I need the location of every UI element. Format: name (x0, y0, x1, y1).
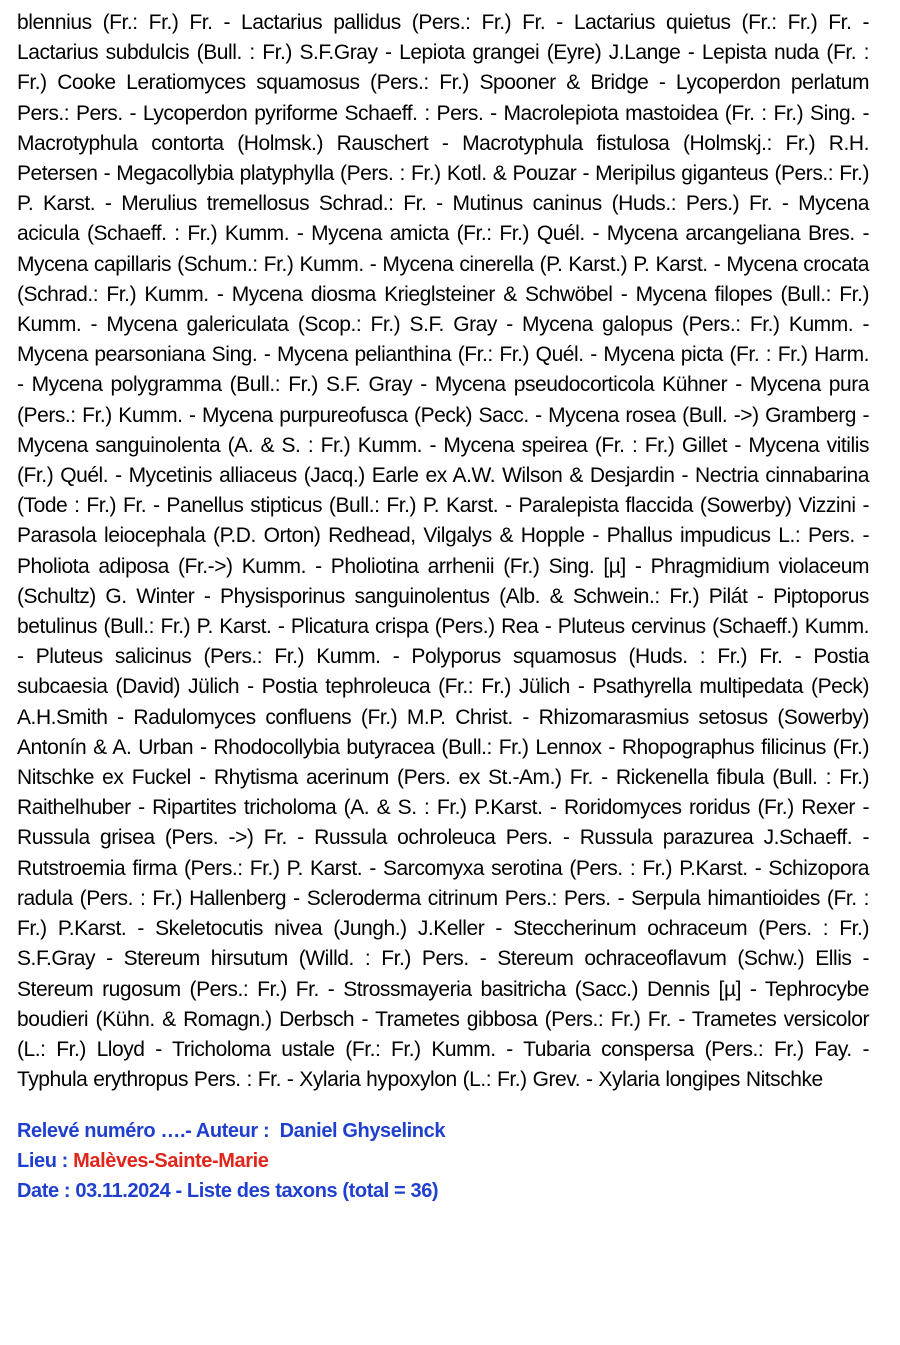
date-value: 03.11.2024 (75, 1180, 171, 1203)
lieu-label: Lieu : (17, 1150, 68, 1173)
species-list-paragraph: blennius (Fr.: Fr.) Fr. - Lactarius pallidus (Pers.: Fr.) Fr. - Lactarius quietus (Fr.: Fr.) Fr. - Lactarius subdulcis (Bull. : Fr.) S.F.Gray - Lepiota grangei (Eyre) J.Lange - Lepista nuda (Fr. : Fr.) Cooke Leratiomyces squamosus (Pers.: Fr.) Spooner & Bridge - Lycoperdon perlatum Pers.: Pers. - Lycoperdon pyriforme Schaeff. : Pers. - Macrolepiota mastoidea (Fr. : Fr.) Sing. - Macrotyphula contorta (Holmsk.) Rauschert - Macrotyphula fistulosa (Holmskj.: Fr.) R.H. Petersen - Megacollybia platyphylla (Pers. : Fr.) Kotl. & Pouzar - Meripilus giganteus (Pers.: Fr.) P. Karst. - Merulius tremellosus Schrad.: Fr. - Mutinus caninus (Huds.: Pers.) Fr. - Mycena acicula (Schaeff. : Fr.) Kumm. - Mycena amicta (Fr.: Fr.) Quél. - Mycena arcangeliana Bres. - Mycena capillaris (Schum.: Fr.) Kumm. - Mycena cinerella (P. Karst.) P. Karst. - Mycena crocata (Schrad.: Fr.) Kumm. - Mycena diosma Krieglsteiner & Schwöbel - Mycena filopes (Bull.: Fr.) Kumm. - Mycena galericulata (Scop.: Fr.) S.F. Gray - Mycena galopus (Pers.: Fr.) Kumm. - Mycena pearsoniana Sing. - Mycena pelianthina (Fr.: Fr.) Quél. - Mycena picta (Fr. : Fr.) Harm. - Mycena polygramma (Bull.: Fr.) S.F. Gray - Mycena pseudocorticola Kühner - Mycena pura (Pers.: Fr.) Kumm. - Mycena purpureofusca (Peck) Sacc. - Mycena rosea (Bull. ->) Gramberg - Mycena sanguinolenta (A. & S. : Fr.) Kumm. - Mycena speirea (Fr. : Fr.) Gillet - Mycena vitilis (Fr.) Quél. - Mycetinis alliaceus (Jacq.) Earle ex A.W. Wilson & Desjardin - Nectria cinnabarina (Tode : Fr.) Fr. - Panellus stipticus (Bull.: Fr.) P. Karst. - Paralepista flaccida (Sowerby) Vizzini - Parasola leiocephala (P.D. Orton) Redhead, Vilgalys & Hopple - Phallus impudicus L.: Pers. - Pholiota adiposa (Fr.->) Kumm. - Pholiotina arrhenii (Fr.) Sing. [µ] - Phragmidium violaceum (Schultz) G. Winter - Physisporinus sanguinolentus (Alb. & Schwein.: Fr.) Pilát - Piptoporus betulinus (Bull.: Fr.) P. Karst. - Plicatura crispa (Pers.) Rea - Pluteus cervinus (Schaeff.) Kumm. - Pluteus salicinus (Pers.: Fr.) Kumm. - Polyporus squamosus (Huds. : Fr.) Fr. - Postia subcaesia (David) Jülich - Postia tephroleuca (Fr.: Fr.) Jülich - Psathyrella multipedata (Peck) A.H.Smith - Radulomyces confluens (Fr.) M.P. Christ. - Rhizomarasmius setosus (Sowerby) Antonín & A. Urban - Rhodocollybia butyracea (Bull.: Fr.) Lennox - Rhopographus filicinus (Fr.) Nitschke ex Fuckel - Rhytisma acerinum (Pers. ex St.-Am.) Fr. - Rickenella fibula (Bull. : Fr.) Raithelhuber - Ripartites tricholoma (A. & S. : Fr.) P.Karst. - Roridomyces roridus (Fr.) Rexer - Russula grisea (Pers. ->) Fr. - Russula ochroleuca Pers. - Russula parazurea J.Schaeff. - Rutstroemia firma (Pers.: Fr.) P. Karst. - Sarcomyxa serotina (Pers. : Fr.) P.Karst. - Schizopora radula (Pers. : Fr.) Hallenberg - Scleroderma citrinum Pers.: Pers. - Serpula himantioides (Fr. : Fr.) P.Karst. - Skeletocutis nivea (Jungh.) J.Keller - Steccherinum ochraceum (Pers. : Fr.) S.F.Gray - Stereum hirsutum (Willd. : Fr.) Pers. - Stereum ochraceoflavum (Schw.) Ellis - Stereum rugosum (Pers.: Fr.) Fr. - Strossmayeria basitricha (Sacc.) Dennis [µ] - Tephrocybe boudieri (Kühn. & Romagn.) Derbsch - Trametes gibbosa (Pers.: Fr.) Fr. - Trametes versicolor (L.: Fr.) Lloyd - Tricholoma ustale (Fr.: Fr.) Kumm. - Tubaria conspersa (Pers.: Fr.) Fay. - Typhula erythropus Pers. : Fr. - Xylaria hypoxylon (L.: Fr.) Grev. - Xylaria longipes Nitschke (17, 11, 869, 1092)
date-label: Date : (17, 1180, 71, 1203)
releve-label: Relevé numéro ….- Auteur : (17, 1120, 270, 1143)
document-page (17, 8, 869, 1206)
record-header (17, 1116, 869, 1206)
record-place-line (17, 1146, 869, 1176)
author-name: Daniel Ghyselinck (279, 1120, 446, 1143)
place-name: Malèves-Sainte-Marie (73, 1150, 269, 1173)
record-date-line (17, 1176, 869, 1206)
record-author-line (17, 1116, 869, 1146)
taxa-list-label: - Liste des taxons (total = 36) (175, 1180, 439, 1203)
